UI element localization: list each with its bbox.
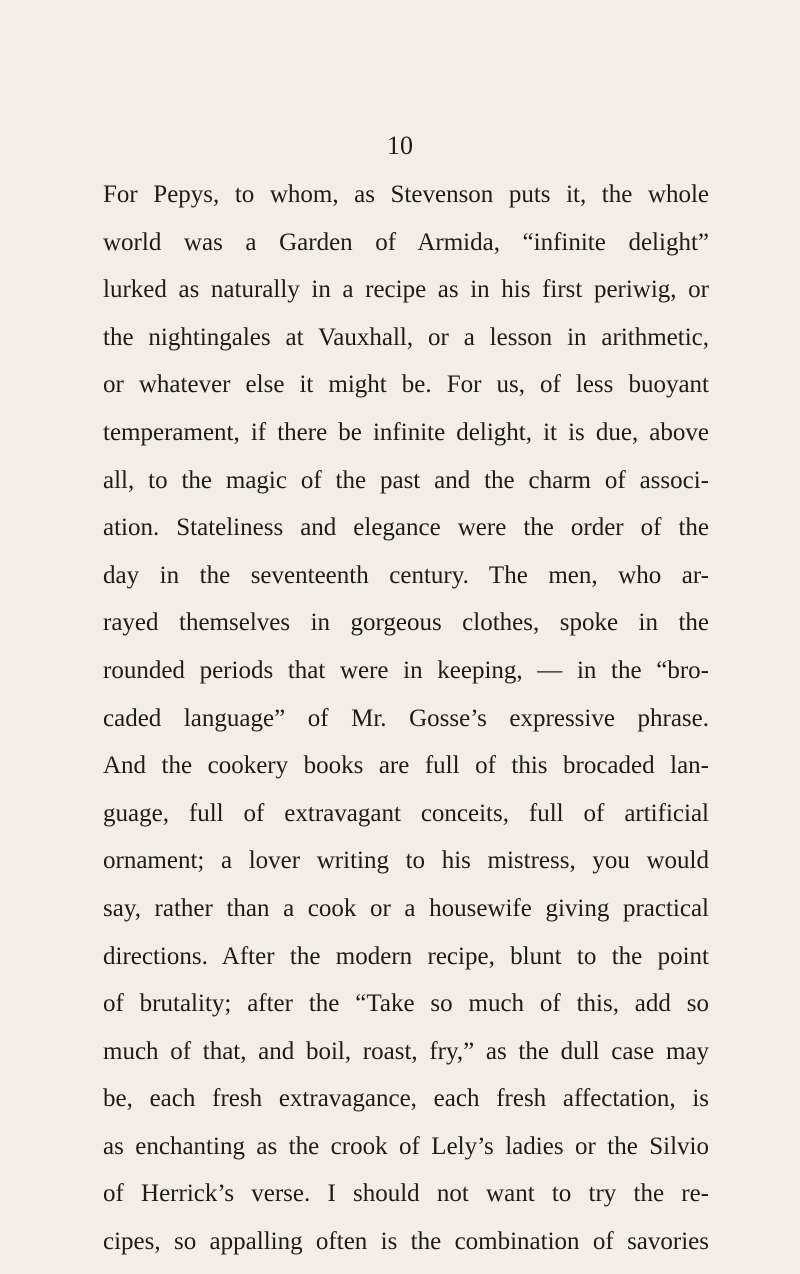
text-line: directions. After the modern recipe, blunt to the point [103,942,709,970]
text-line: all, to the magic of the past and the charm of associ- [103,466,709,494]
text-line: ornament; a lover writing to his mistress, you would [103,847,709,875]
text-line: of brutality; after the “Take so much of this, add so [103,990,709,1018]
page-number: 10 [387,131,413,160]
text-line: lurked as naturally in a recipe as in his first periwig, or [103,276,709,304]
text-line: temperament, if there be infinite delight, it is due, above [103,418,709,446]
text-line: as enchanting as the crook of Lely’s ladies or the Silvio [103,1132,709,1160]
text-line: day in the seventeenth century. The men, who ar- [103,561,709,589]
text-line: the nightingales at Vauxhall, or a lesson in arithmetic, [103,323,709,351]
text-line: rounded periods that were in keeping, — in the “bro- [103,656,709,684]
text-line: And the cookery books are full of this brocaded lan- [103,752,709,780]
text-line: world was a Garden of Armida, “infinite delight” [103,228,709,256]
text-line: cipes, so appalling often is the combination of savories [103,1228,709,1256]
text-line: be, each fresh extravagance, each fresh affectation, is [103,1085,709,1113]
text-line: caded language” of Mr. Gosse’s expressive phrase. [103,704,709,732]
text-line: say, rather than a cook or a housewife giving practical [103,894,709,922]
text-line: rayed themselves in gorgeous clothes, spoke in the [103,609,709,637]
text-line: of Herrick’s verse. I should not want to try the re- [103,1180,709,1208]
text-line: guage, full of extravagant conceits, full of artificial [103,799,709,827]
text-line: ation. Stateliness and elegance were the order of the [103,514,709,542]
body-text [103,179,709,1274]
text-line: For Pepys, to whom, as Stevenson puts it, the whole [103,181,709,208]
text-line: much of that, and boil, roast, fry,” as the dull case may [103,1037,709,1065]
text-line: or whatever else it might be. For us, of less buoyant [103,371,709,399]
